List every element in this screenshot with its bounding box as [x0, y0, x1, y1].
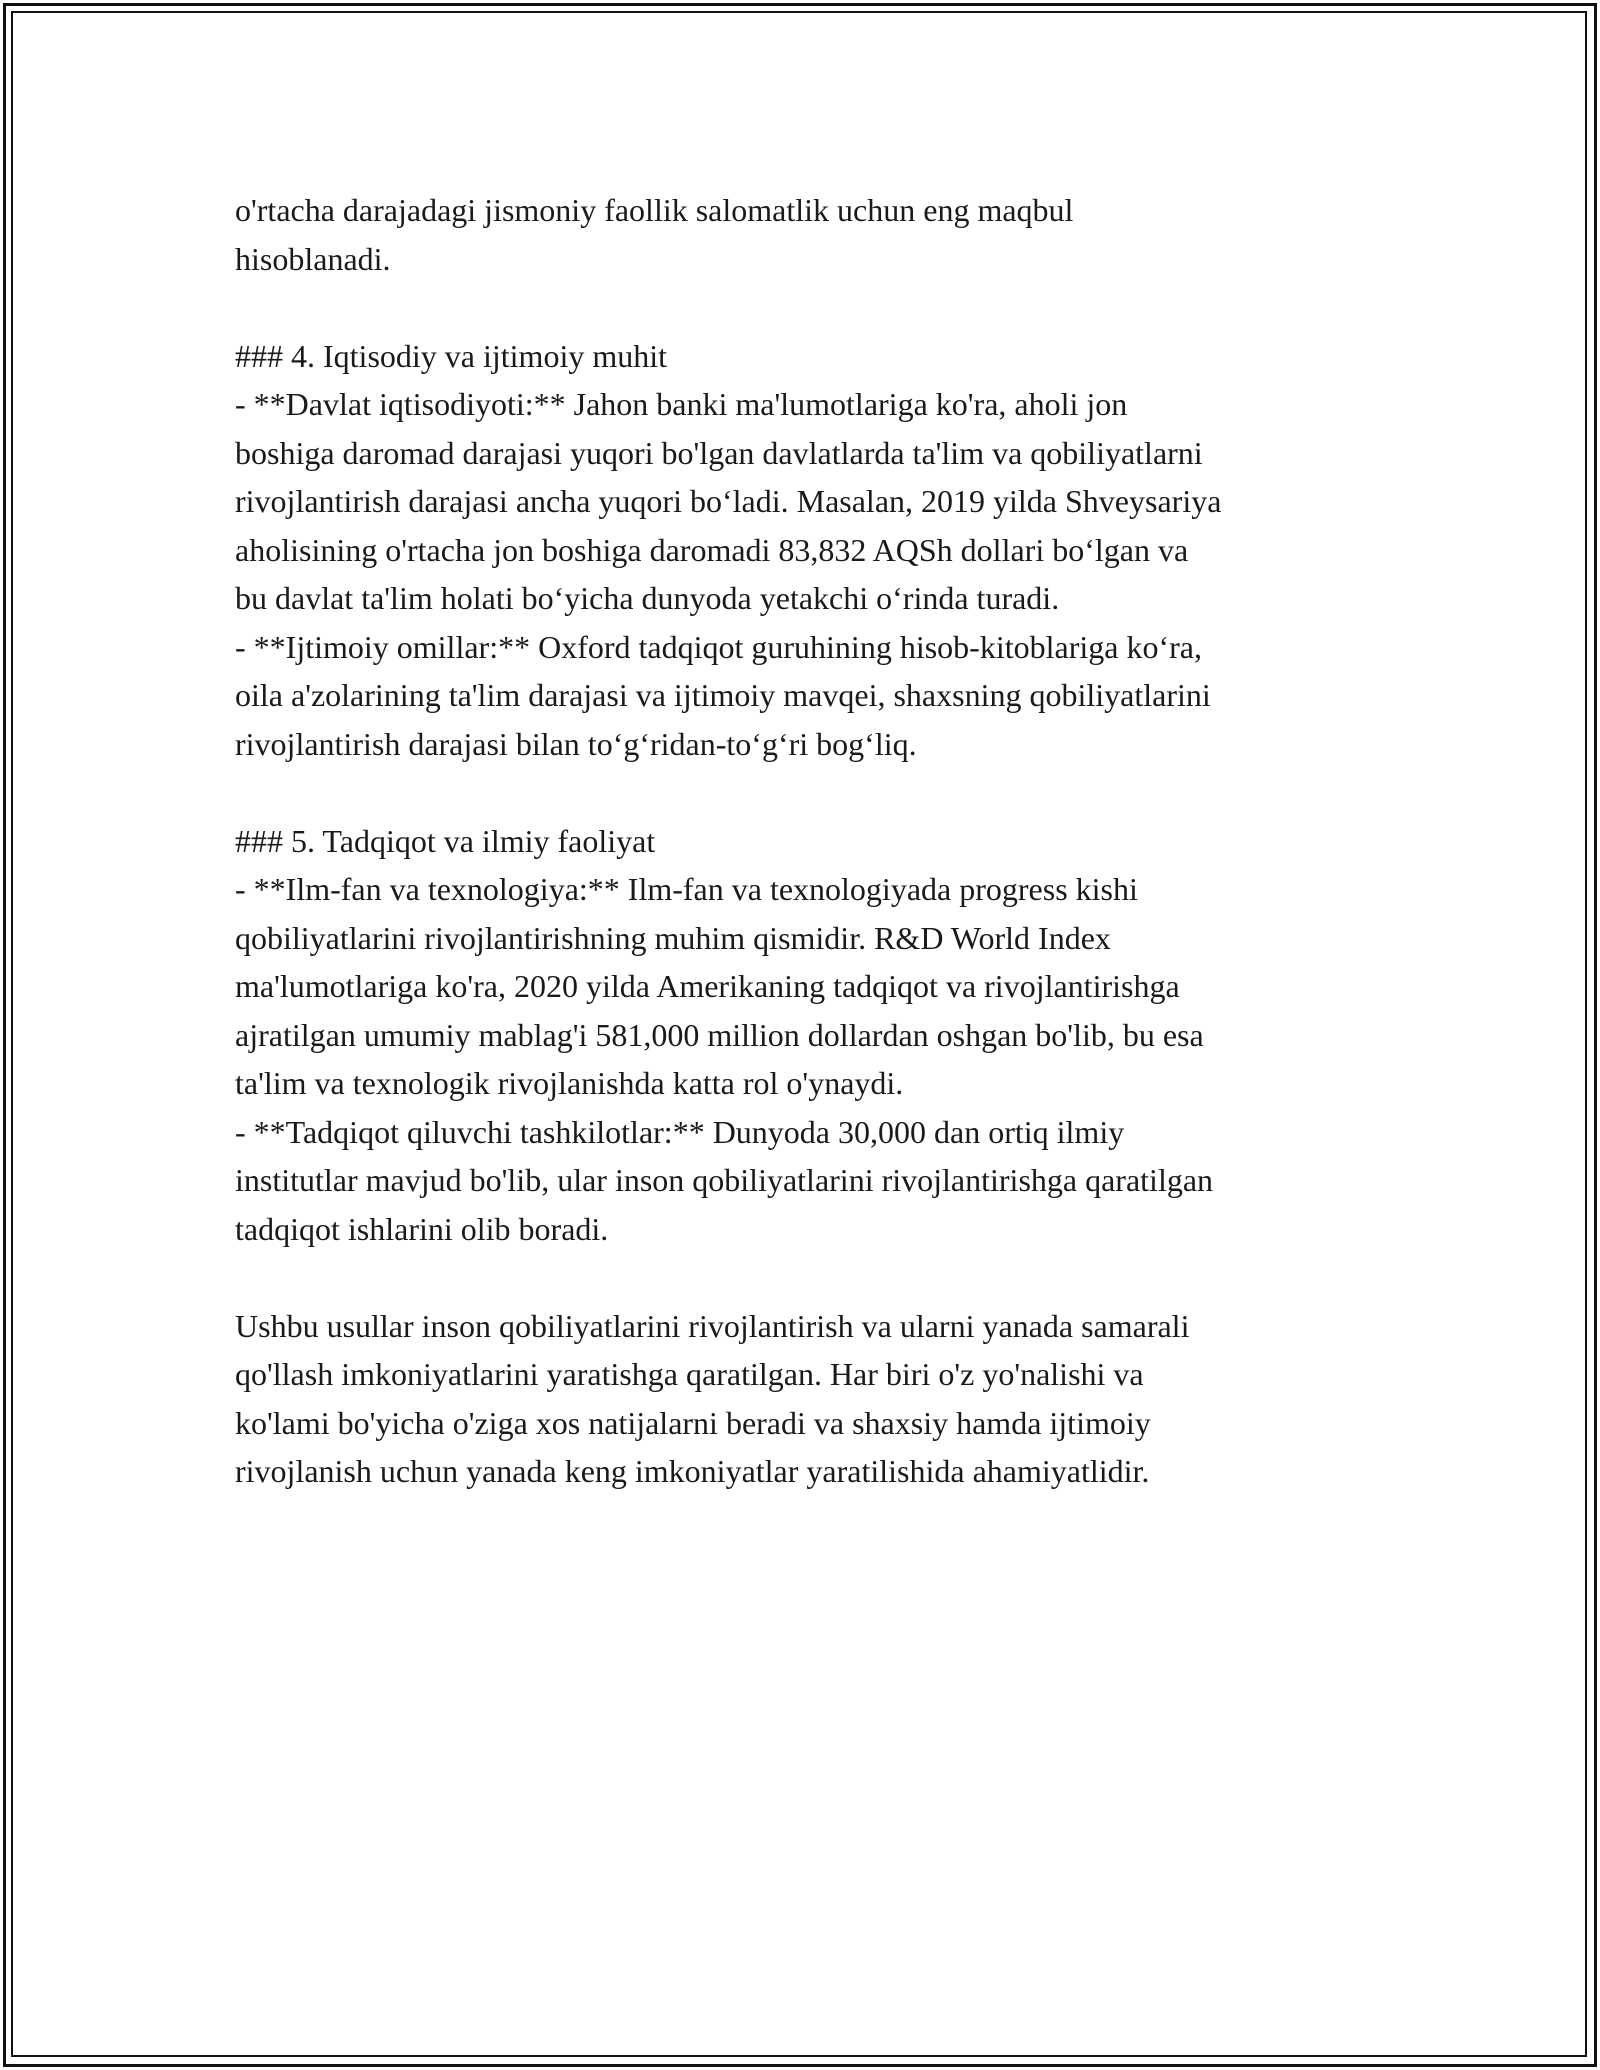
text-line: hisoblanadi. [235, 240, 391, 277]
text-line: ma'lumotlariga ko'ra, 2020 yilda Amerikaning tadqiqot va rivojlantirishga [235, 968, 1180, 1004]
text-line: boshiga daromad darajasi yuqori bo'lgan davlatlarda ta'lim va qobiliyatlarni [235, 434, 1203, 471]
list-item-davlat-iqtisodiyoti [235, 380, 1395, 623]
text-line: qo'llash imkoniyatlarini yaratishga qaratilgan. Har biri o'z yo'nalishi va [235, 1356, 1144, 1392]
text-line: - **Tadqiqot qiluvchi tashkilotlar:** Dunyoda 30,000 dan ortiq ilmiy [235, 1113, 1125, 1150]
text-line: oila a'zolarining ta'lim darajasi va ijtimoiy mavqei, shaxsning qobiliyatlarini [235, 677, 1211, 713]
text-line: rivojlanish uchun yanada keng imkoniyatlar yaratilishida ahamiyatlidir. [235, 1453, 1150, 1489]
text-line: aholisining o'rtacha jon boshiga daromadi 83,832 AQSh dollari bo‘lgan va [235, 531, 1189, 568]
text-line: rivojlantirish darajasi ancha yuqori bo‘ladi. Masalan, 2019 yilda Shveysariya [235, 483, 1222, 519]
conclusion-paragraph [235, 1302, 1395, 1496]
section-4-heading: ### 4. Iqtisodiy va ijtimoiy muhit [235, 337, 667, 374]
section-5-heading: ### 5. Tadqiqot va ilmiy faoliyat [235, 822, 656, 859]
list-item-tadqiqot-tashkilotlar [235, 1108, 1395, 1254]
text-line: ta'lim va texnologik rivojlanishda katta rol o'ynaydi. [235, 1065, 904, 1101]
text-line: Ushbu usullar inson qobiliyatlarini rivojlantirish va ularni yanada samarali [235, 1307, 1190, 1344]
section-4 [235, 332, 1395, 769]
list-item-ilm-fan [235, 865, 1395, 1108]
text-line: bu davlat ta'lim holati bo‘yicha dunyoda yetakchi o‘rinda turadi. [235, 580, 1060, 616]
text-line: - **Ijtimoiy omillar:** Oxford tadqiqot guruhining hisob-kitoblariga ko‘ra, [235, 628, 1202, 665]
text-line: institutlar mavjud bo'lib, ular inson qobiliyatlarini rivojlantirishga qaratilgan [235, 1162, 1214, 1198]
section-5 [235, 817, 1395, 1254]
text-line: - **Ilm-fan va texnologiya:** Ilm-fan va texnologiyada progress kishi [235, 871, 1138, 907]
text-line: rivojlantirish darajasi bilan to‘g‘ridan-to‘g‘ri bog‘liq. [235, 725, 917, 762]
text-line: qobiliyatlarini rivojlantirishning muhim qismidir. R&D World Index [235, 919, 1111, 956]
text-line: ko'lami bo'yicha o'ziga xos natijalarni beradi va shaxsiy hamda ijtimoiy [235, 1404, 1151, 1441]
text-line: ajratilgan umumiy mablag'i 581,000 million dollardan oshgan bo'lib, bu esa [235, 1016, 1204, 1053]
intro-paragraph [235, 186, 1395, 283]
text-line: o'rtacha darajadagi jismoniy faollik salomatlik uchun eng maqbul [235, 192, 1074, 228]
document-body [235, 186, 1395, 1496]
text-line: - **Davlat iqtisodiyoti:** Jahon banki ma'lumotlariga ko'ra, aholi jon [235, 386, 1128, 422]
list-item-ijtimoiy-omillar [235, 623, 1395, 769]
text-line: tadqiqot ishlarini olib boradi. [235, 1210, 609, 1247]
